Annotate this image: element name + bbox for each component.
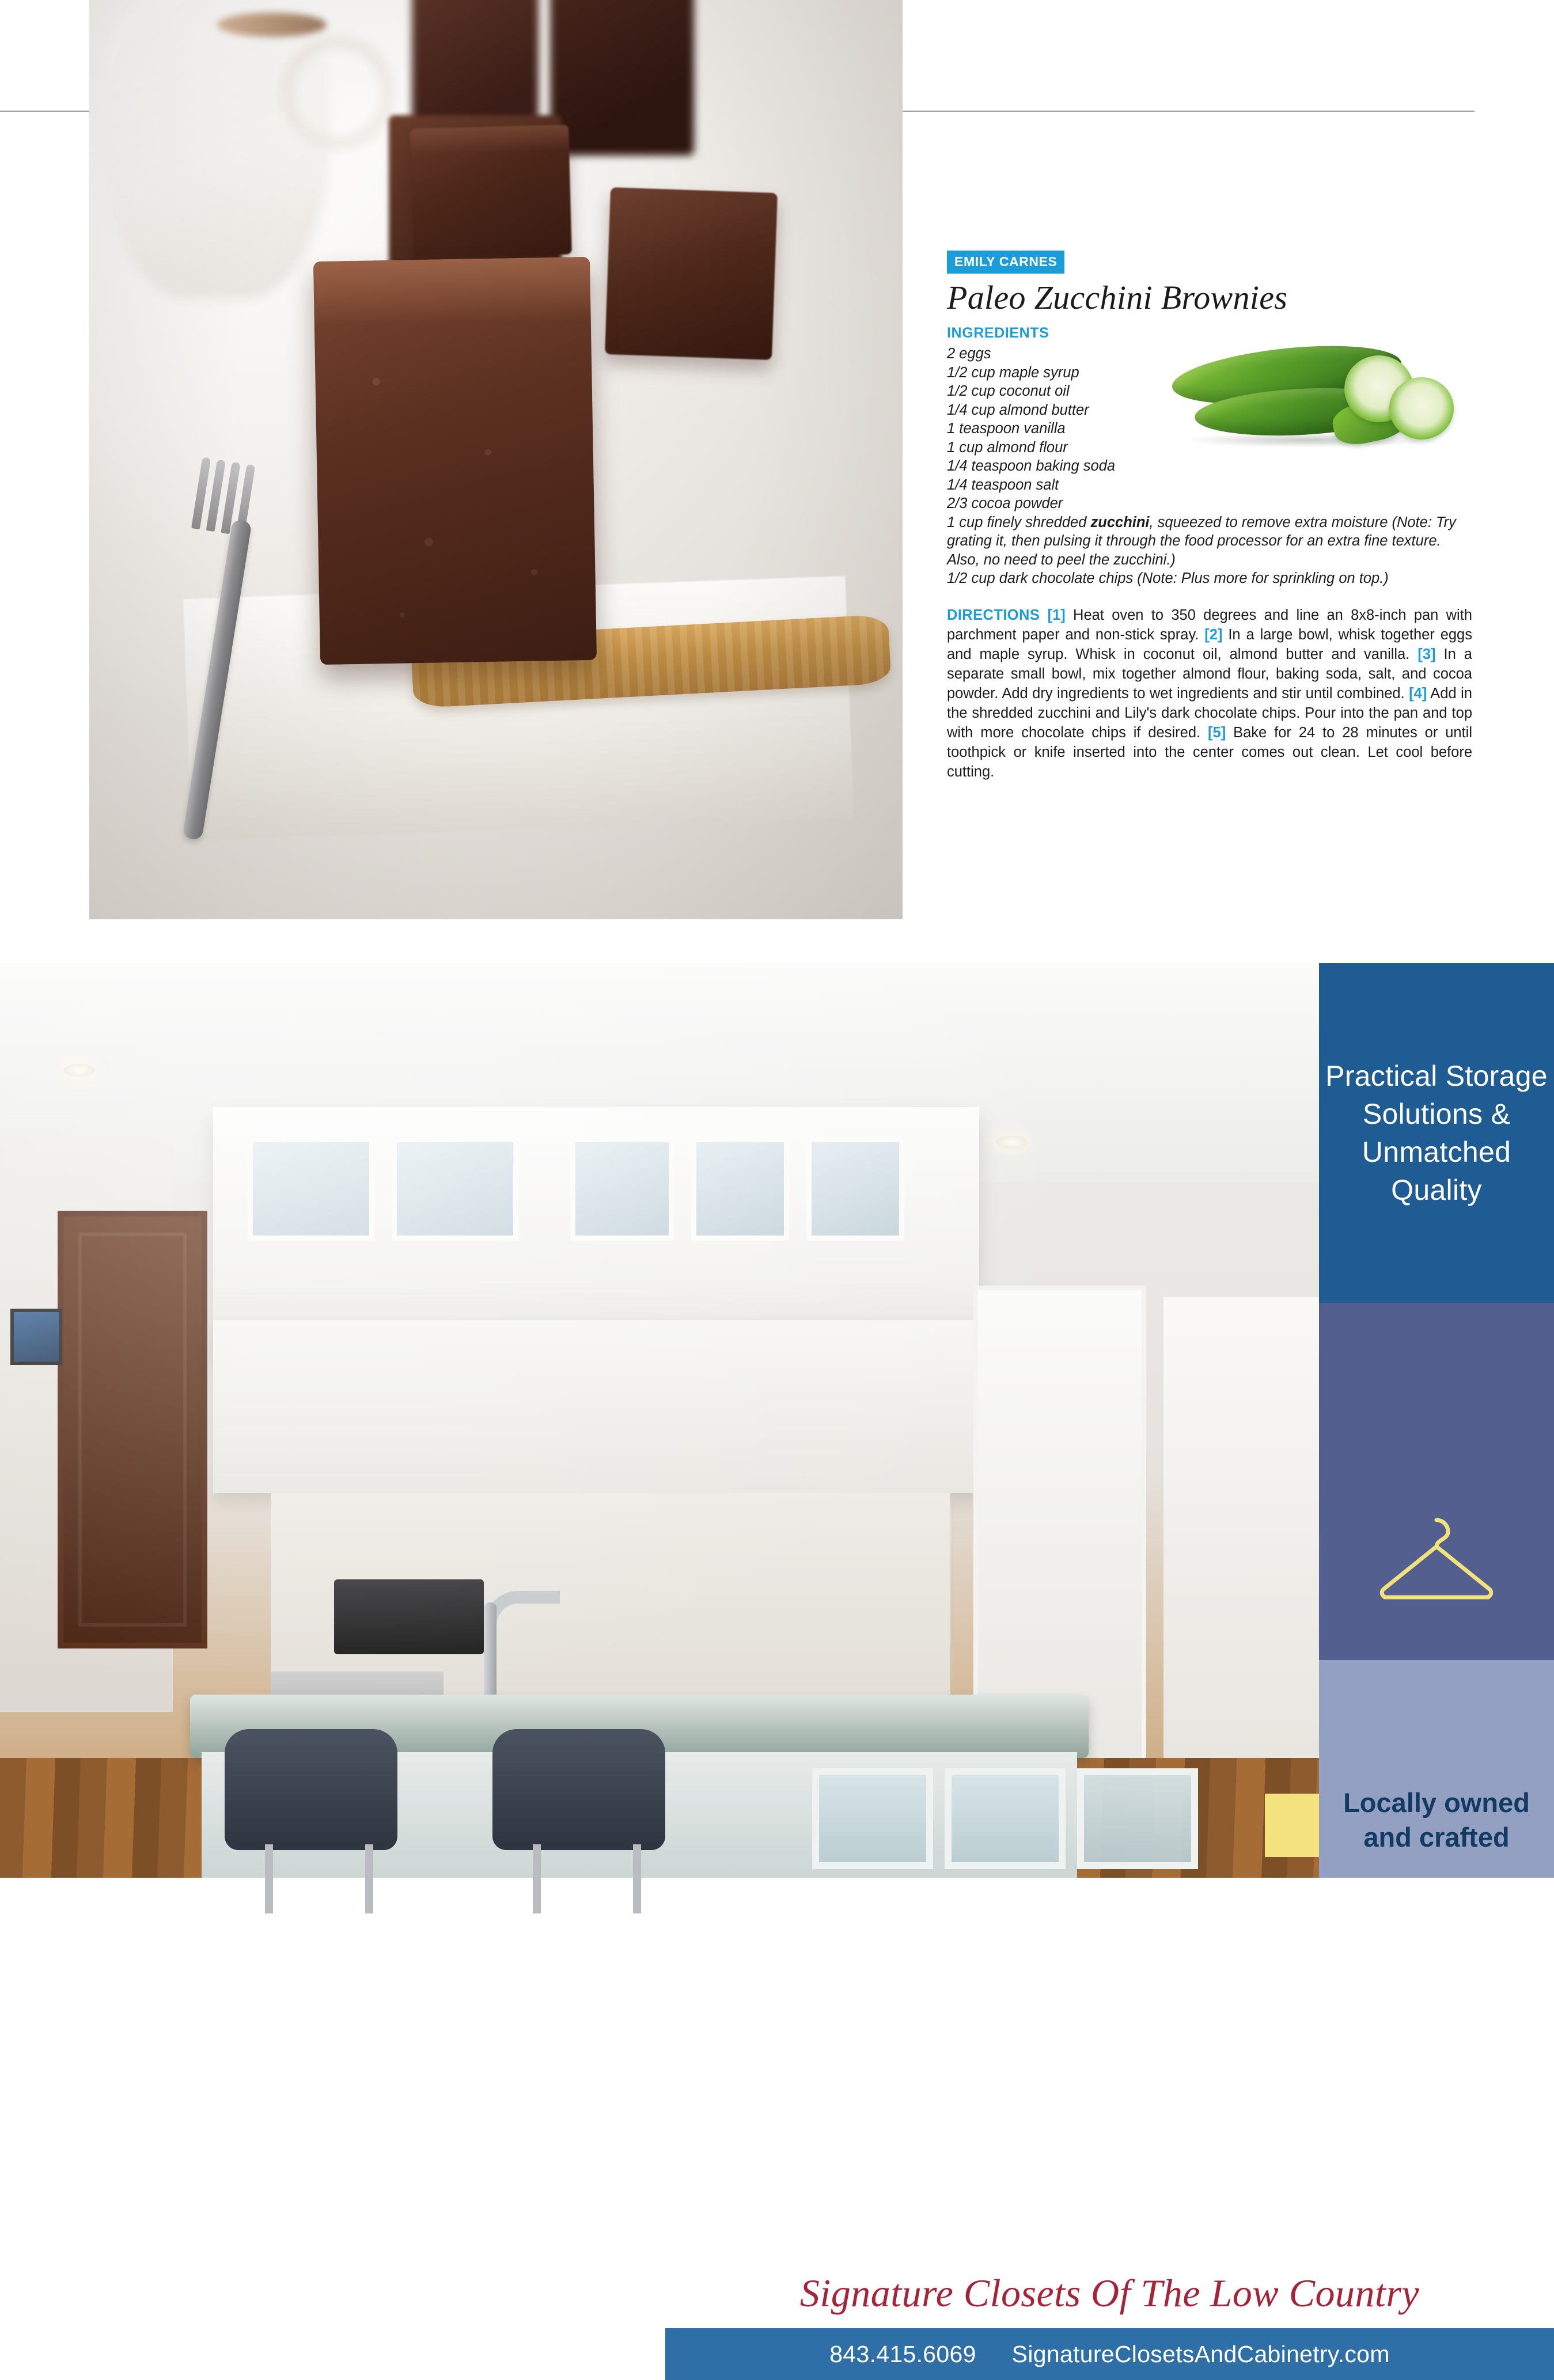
- ingredient-zucchini-bold: zucchini: [1090, 514, 1150, 530]
- step-number: [4]: [1409, 685, 1427, 702]
- step-number: [5]: [1208, 724, 1226, 741]
- recipe-text-column: [947, 251, 1472, 782]
- photo-glare: [0, 963, 1319, 1878]
- ingredient-item: 1/4 cup almond butter: [947, 401, 1089, 418]
- step-number: [1]: [1047, 607, 1066, 623]
- step-text: In a separate small bowl, mix together almond flour, baking soda, salt, and cocoa powder. Add dry ingredients to wet ingredients and stir until combined.: [947, 646, 1472, 702]
- step-number: [3]: [1417, 646, 1436, 662]
- zucchini-photo: [1160, 325, 1471, 469]
- step-text: In a large bowl, whisk together eggs and maple syrup. Whisk in coconut oil, almond butter and vanilla.: [947, 626, 1472, 662]
- ingredient-item: 2/3 cocoa powder: [947, 495, 1063, 511]
- directions-heading: DIRECTIONS: [947, 607, 1040, 623]
- ad-business-name-bar: [665, 2258, 1554, 2328]
- ad-website[interactable]: SignatureClosetsAndCabinetry.com: [1011, 2340, 1390, 2367]
- ad-tagline-panel: [1319, 1660, 1554, 1878]
- directions-paragraph: [947, 605, 1472, 782]
- ad-phone[interactable]: 843.415.6069: [829, 2340, 976, 2367]
- step-text: Add in the shredded zucchini and Lily's dark chocolate chips. Pour into the pan and top with more chocolate chips if desired.: [947, 685, 1472, 741]
- ingredient-item-zucchini: [947, 513, 1472, 570]
- ingredient-item: 1 cup almond flour: [947, 439, 1068, 456]
- ad-headline-text: Practical Storage Solutions & Unmatched Quality: [1325, 1060, 1548, 1206]
- ingredients-heading: INGREDIENTS: [947, 325, 1049, 341]
- recipe-photo: [89, 0, 903, 919]
- ad-business-name: Signature Closets Of The Low Country: [799, 2271, 1420, 2315]
- ingredient-item: 1/4 teaspoon salt: [947, 476, 1059, 493]
- step-number: [2]: [1204, 626, 1223, 643]
- zucchini-shadow: [1183, 433, 1436, 448]
- recipe-title: Paleo Zucchini Brownies: [947, 279, 1288, 316]
- ingredient-zucchini-post: , squeezed to remove extra moisture (Note: Try grating it, then pulsing it through the food processor for an extra fine texture. Also, no need to peel the zucchini.): [947, 514, 1456, 568]
- ad-tagline-text: Locally owned and crafted: [1343, 1787, 1530, 1852]
- kitchen-photo: [0, 963, 1319, 1878]
- step-text: Bake for 24 to 28 minutes or until toothpick or knife inserted into the center comes out clean. Let cool before cutting.: [947, 724, 1472, 780]
- ingredient-item-chocolate-chips: 1/2 cup dark chocolate chips (Note: Plus more for sprinkling on top.): [947, 570, 1389, 586]
- ad-headline-panel: [1319, 963, 1554, 1303]
- zucchini-slice: [1389, 377, 1454, 439]
- ingredient-item: 1/2 cup coconut oil: [947, 383, 1070, 399]
- ingredient-item: 2 eggs: [947, 346, 991, 362]
- author-byline-badge: EMILY CARNES: [947, 251, 1064, 274]
- ingredient-item: 1/4 teaspoon baking soda: [947, 458, 1116, 474]
- clothes-hanger-icon: [1373, 1513, 1500, 1611]
- ingredient-zucchini-pre: 1 cup finely shredded: [947, 514, 1091, 530]
- hanger-icon-wrap: [1319, 1476, 1554, 1648]
- ingredient-item: 1/2 cup maple syrup: [947, 364, 1079, 381]
- ingredient-item: 1 teaspoon vanilla: [947, 420, 1066, 437]
- ad-contact-bar: [665, 2328, 1554, 2380]
- photo-vignette: [89, 0, 903, 919]
- step-text: Heat oven to 350 degrees and line an 8x8-inch pan with parchment paper and non-stick spray.: [947, 607, 1472, 643]
- advertisement: [0, 963, 1554, 2367]
